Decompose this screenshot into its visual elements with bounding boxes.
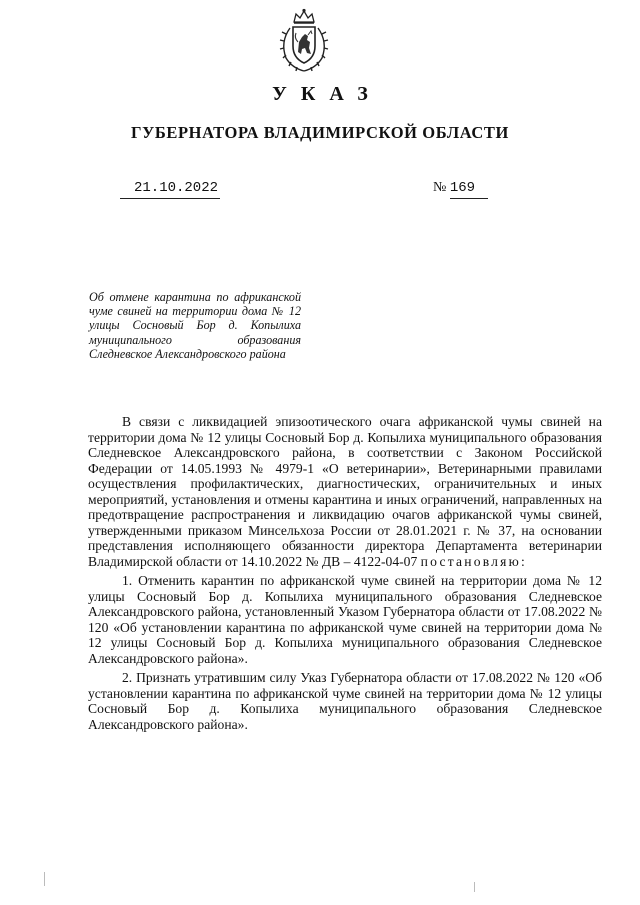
preamble-text: В связи с ликвидацией эпизоотического очага африканской чумы свиней на территории дома № 12 улицы Сосновый Бор д. Копылиха муниципального образования Следневское Александровского района, в соответствии с Законом Российской Федерации от 14.05.1993 № 4979-1 «О ветеринарии», Ветеринарными правилами осуществления профилактических, диагностических, ограничительных и иных мероприятий, установления и отмены карантина и иных ограничений, направленных на предотвращение распространения и ликвидацию очагов африканской чумы свиней, утвержденными приказом Минсельхоза России от 28.01.2021 г. № 37, на основании представления исполняющего обязанности директора Департамента ветеринарии Владимирской области от 14.10.2022 № ДВ – 4122-04-07 [88,414,602,569]
item-2-paragraph: 2. Признать утратившим силу Указ Губернатора области от 17.08.2022 № 120 «Об установлении карантина по африканской чуме свиней на территории дома № 12 улицы Сосновый Бор д. Копылиха муниципального образования Следневское Александровского района». [88,670,602,732]
decree-word: постановляю: [420,553,527,569]
document-subject: Об отмене карантина по африканской чуме свиней на территории дома № 12 улицы Сосновый Бор д. Копылиха муниципального образования Следневское Александровского района [89,290,301,361]
coat-of-arms-icon [276,8,332,74]
number-value: 169 [450,180,488,199]
item-1-paragraph: 1. Отменить карантин по африканской чуме свиней на территории дома № 12 улицы Сосновый Бор д. Копылиха муниципального образования Следневское Александровского района, установленный Указом Губернатора области от 17.08.2022 № 120 «Об установлении карантина по африканской чуме свиней на территории дома № 12 улицы Сосновый Бор д. Копылиха муниципального образования Следневское Александровского района». [88,573,602,666]
document-date: 21.10.2022 [120,180,220,199]
document-subtitle: ГУБЕРНАТОРА ВЛАДИМИРСКОЙ ОБЛАСТИ [131,123,509,142]
scan-mark [44,872,45,886]
preamble-paragraph [88,414,602,569]
document-body [88,414,602,732]
number-sign: № [433,180,447,195]
scan-mark [474,882,475,892]
document-title: УКАЗ [272,83,382,105]
document-number [433,180,488,199]
